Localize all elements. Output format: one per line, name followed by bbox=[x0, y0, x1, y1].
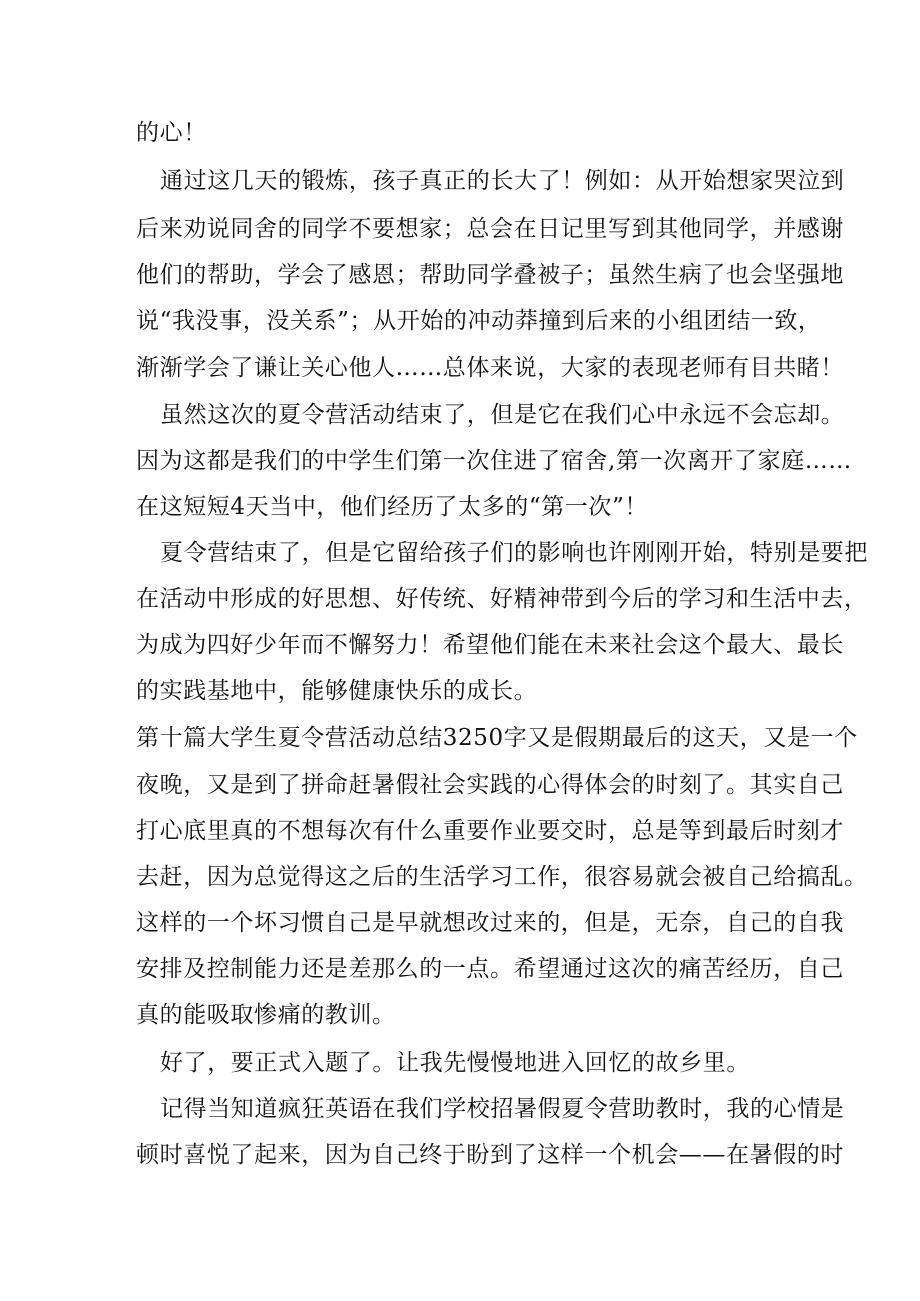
text-line: 在这短短4天当中，他们经历了太多的“第一次”！ bbox=[136, 494, 648, 520]
text-line: 的实践基地中，能够健康快乐的成长。 bbox=[136, 678, 538, 704]
text-line: 为成为四好少年而不懈努力！希望他们能在未来社会这个最大、最长 bbox=[136, 632, 844, 658]
text-line: 去赶，因为总觉得这之后的生活学习工作，很容易就会被自己给搞乱。 bbox=[136, 864, 868, 890]
text-line: 夜晚，又是到了拼命赶暑假社会实践的心得体会的时刻了。其实自己 bbox=[136, 772, 844, 798]
text-line: 顿时喜悦了起来，因为自己终于盼到了这样一个机会——在暑假的时 bbox=[136, 1142, 844, 1168]
paragraph-start-line: 记得当知道疯狂英语在我们学校招暑假夏令营助教时，我的心情是 bbox=[160, 1096, 845, 1122]
text-line: 他们的帮助，学会了感恩；帮助同学叠被子；虽然生病了也会坚强地 bbox=[136, 262, 844, 288]
text-line: 说“我没事，没关系”；从开始的冲动莽撞到后来的小组团结一致， bbox=[136, 308, 822, 334]
text-line: 因为这都是我们的中学生们第一次住进了宿舍,第一次离开了家庭…… bbox=[136, 448, 852, 474]
paragraph-start-line: 虽然这次的夏令营活动结束了，但是它在我们心中永远不会忘却。 bbox=[160, 402, 845, 428]
text-line: 打心底里真的不想每次有什么重要作业要交时，总是等到最后时刻才 bbox=[136, 818, 844, 844]
text-line: 真的能吸取惨痛的教训。 bbox=[136, 1002, 396, 1028]
text-line: 的心！ bbox=[136, 120, 207, 146]
text-line: 渐渐学会了谦让关心他人……总体来说，大家的表现老师有目共睹！ bbox=[136, 355, 844, 381]
text-line: 在活动中形成的好思想、好传统、好精神带到今后的学习和生活中去， bbox=[136, 586, 868, 612]
text-line: 后来劝说同舍的同学不要想家；总会在日记里写到其他同学，并感谢 bbox=[136, 216, 844, 242]
text-line: 安排及控制能力还是差那么的一点。希望通过这次的痛苦经历，自己 bbox=[136, 956, 844, 982]
paragraph-start-line: 夏令营结束了，但是它留给孩子们的影响也许刚刚开始，特别是要把 bbox=[160, 540, 868, 566]
paragraph-start-line: 通过这几天的锻炼，孩子真正的长大了！例如：从开始想家哭泣到 bbox=[160, 168, 845, 194]
paragraph-start-line: 好了，要正式入题了。让我先慢慢地进入回忆的故乡里。 bbox=[160, 1050, 750, 1076]
section-heading-line: 第十篇大学生夏令营活动总结3250字又是假期最后的这天，又是一个 bbox=[136, 725, 858, 751]
text-line: 这样的一个坏习惯自己是早就想改过来的，但是，无奈，自己的自我 bbox=[136, 910, 844, 936]
